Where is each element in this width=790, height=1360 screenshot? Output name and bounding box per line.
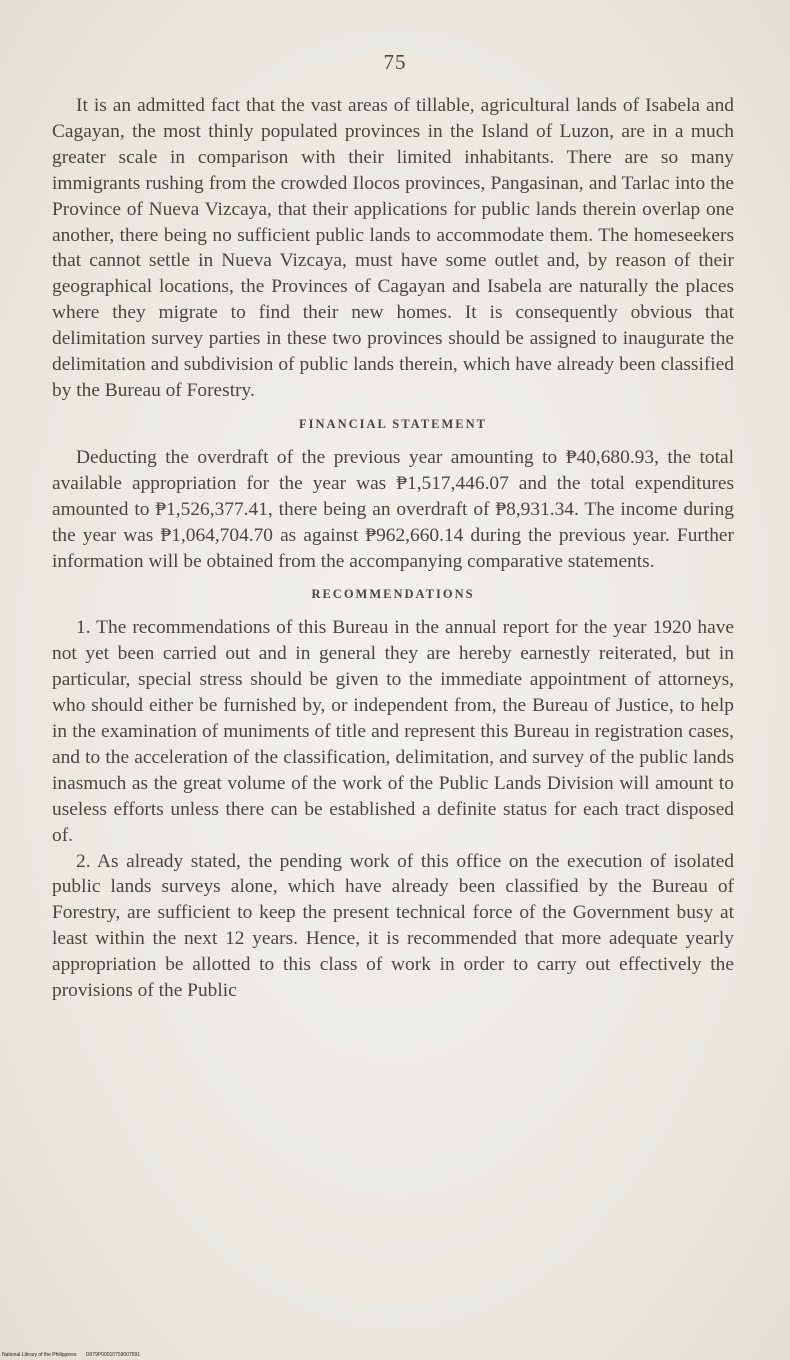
recommendations-heading: RECOMMENDATIONS: [311, 587, 475, 602]
library-credit: National Library of the Philippines: [2, 1352, 77, 1358]
financial-paragraph: Deducting the overdraft of the previous year amounting to ₱40,680.93, the total available appropriation for the year was ₱1,517,446.07 and the total expenditures amounted to ₱1,526,377.41, there being an overdraft of ₱8,931.34. The income during the year was ₱1,064,704.70 as against ₱962,660.14 during the previous year. Further information will be obtained from the accompanying comparative statements.: [52, 446, 734, 572]
scan-code: D079P00010759007591: [85, 1352, 141, 1358]
intro-paragraph: It is an admitted fact that the vast areas of tillable, agricultural lands of Isabela and Cagayan, the most thinly populated provinces in the Island of Luzon, are in a much greater scale in comparison with their limited inhabitants. There are so many immigrants rushing from the crowded Ilocos provinces, Pangasinan, and Tarlac into the Province of Nueva Vizcaya, that their applications for public lands therein overlap one another, there being no sufficient public lands to accommodate them. The homeseekers that cannot settle in Nueva Vizcaya, must have some outlet and, by reason of their geographical locations, the Provinces of Cagayan and Isabela are naturally the places where they migrate to find their new homes. It is consequently obvious that delimitation survey parties in these two provinces should be assigned to inaugurate the delimitation and subdivision of public lands therein, which have already been classified by the Bureau of Forestry.: [52, 95, 734, 401]
recommendation-1: 1. The recommendations of this Bureau in the annual report for the year 1920 have not yet been carried out and in general they are hereby earnestly reiterated, but in particular, special stress should be given to the immediate appointment of attorneys, who should either be furnished by, or independent from, the Bureau of Justice, to help in the examination of muniments of title and represent this Bureau in registration cases, and to the acceleration of the classification, delimitation, and survey of the public lands inasmuch as the great volume of the work of the Public Lands Division will amount to useless efforts unless there can be established a definite status for each tract disposed of.: [52, 617, 734, 846]
page-number: 75: [383, 50, 407, 74]
scan-footer: [2, 1352, 148, 1358]
document-body: [52, 93, 734, 1004]
financial-statement-heading: FINANCIAL STATEMENT: [299, 416, 487, 431]
recommendation-2: 2. As already stated, the pending work of this office on the execution of isolated public lands surveys alone, which have already been classified by the Bureau of Forestry, are sufficient to keep the present technical force of the Government busy at least within the next 12 years. Hence, it is recommended that more adequate yearly appropriation be allotted to this class of work in order to carry out effectively the provisions of the Public: [52, 850, 734, 1002]
